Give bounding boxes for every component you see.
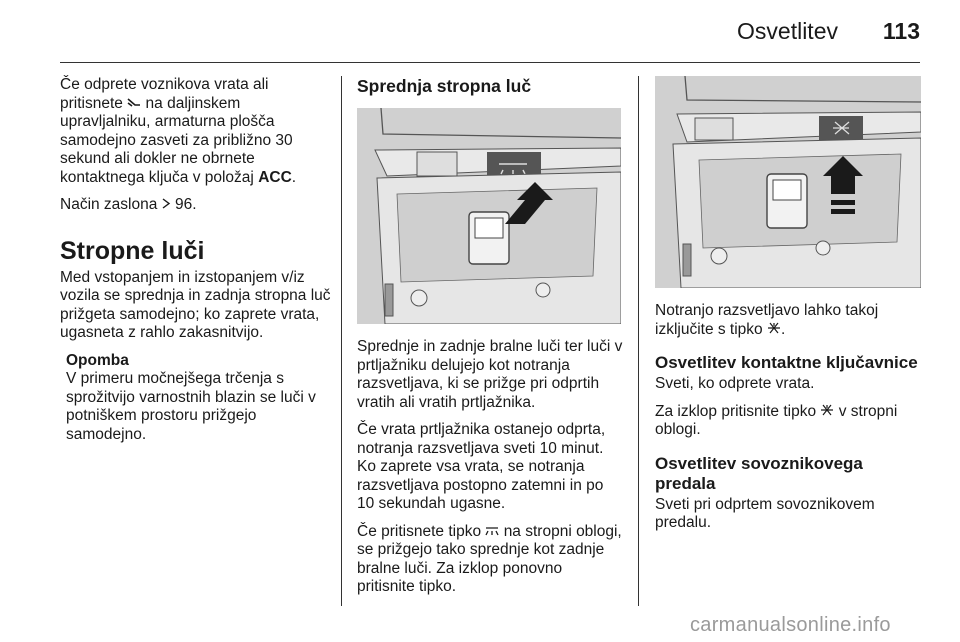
heading-front-ceiling-light: Sprednja stropna luč [357,76,532,96]
paragraph-reading-lights: Sprednje in zadnje bralne luči ter luči v prtljažniku delujejo kot notranja razsvetljava, ki se prižge pri odprtih vratih ali vratih prtljažnika. [357,338,623,411]
section-title: Osvetlitev [737,18,838,44]
heading-ceiling-lights: Stropne luči [60,236,205,265]
page-number: 113 [882,18,920,44]
note-block [60,352,332,445]
paragraph-dash-illumination: Če odprete voznikova vrata ali pritisnete na daljinskem upravljalniku, armaturna plošča samodejno zasveti za približno 30 sekund ali dokler ne obrnete kontaktnega ključa v položaj ACC. [60,76,297,186]
heading-glovebox-light: Osvetlitev sovoznikovega predala [655,453,863,493]
note-text: V primeru močnejšega trčenja s sprožitvijo varnostnih blazin se luči v potniškem prostoru prižgejo samodejno. [66,370,316,443]
reading-light-icon [485,523,499,542]
heading-ignition-lock-light: Osvetlitev kontaktne ključavnice [655,353,918,372]
column-divider-2 [638,76,639,606]
paragraph-glovebox-light: Sveti pri odprtem sovoznikovem predalu. [655,495,875,531]
paragraph-ignition-lock-off: Za izklop pritisnite tipko v stropni oblogi. [655,402,898,438]
paragraph-ignition-lock-light: Sveti, ko odprete vrata. [655,375,815,392]
interior-light-off-icon [767,321,781,340]
note-title: Opomba [66,351,129,369]
column-1 [60,76,332,444]
page-reference-icon [162,196,171,215]
paragraph-tailgate-open: Če vrata prtljažnika ostanejo odprta, notranja razsvetljava sveti 10 minut. Ko zaprete vsa vrata, se notranja razsvetljava postopno zatemni in po 10 sekundah ugasne. [357,421,606,512]
page-header [60,0,920,63]
column-divider-1 [341,76,342,606]
paragraph-button-press: Če pritisnete tipko na stropni oblogi, se prižgejo tako sprednje kot zadnje bralne luči. Za izklop ponovno pritisnite tipko. [357,522,622,595]
watermark: carmanualsonline.info [690,614,891,636]
front-ceiling-light-illustration [357,108,621,324]
paragraph-ceiling-lights: Med vstopanjem in izstopanjem v/iz vozila se sprednja in zadnja stropna luč prižgeta samodejno; ko zaprete vrata, ugasneta z rahlo zakasnitvijo. [60,268,331,341]
unlock-icon [127,95,141,114]
interior-light-off-icon-2 [820,403,834,422]
column-3 [655,76,923,542]
interior-light-off-illustration [655,76,921,288]
column-2 [357,76,623,606]
paragraph-switch-off: Notranjo razsvetljavo lahko takoj izključite s tipko . [655,302,879,338]
paragraph-display-mode: Način zaslona 96. [60,196,197,213]
page-reference[interactable]: 96. [174,196,197,213]
